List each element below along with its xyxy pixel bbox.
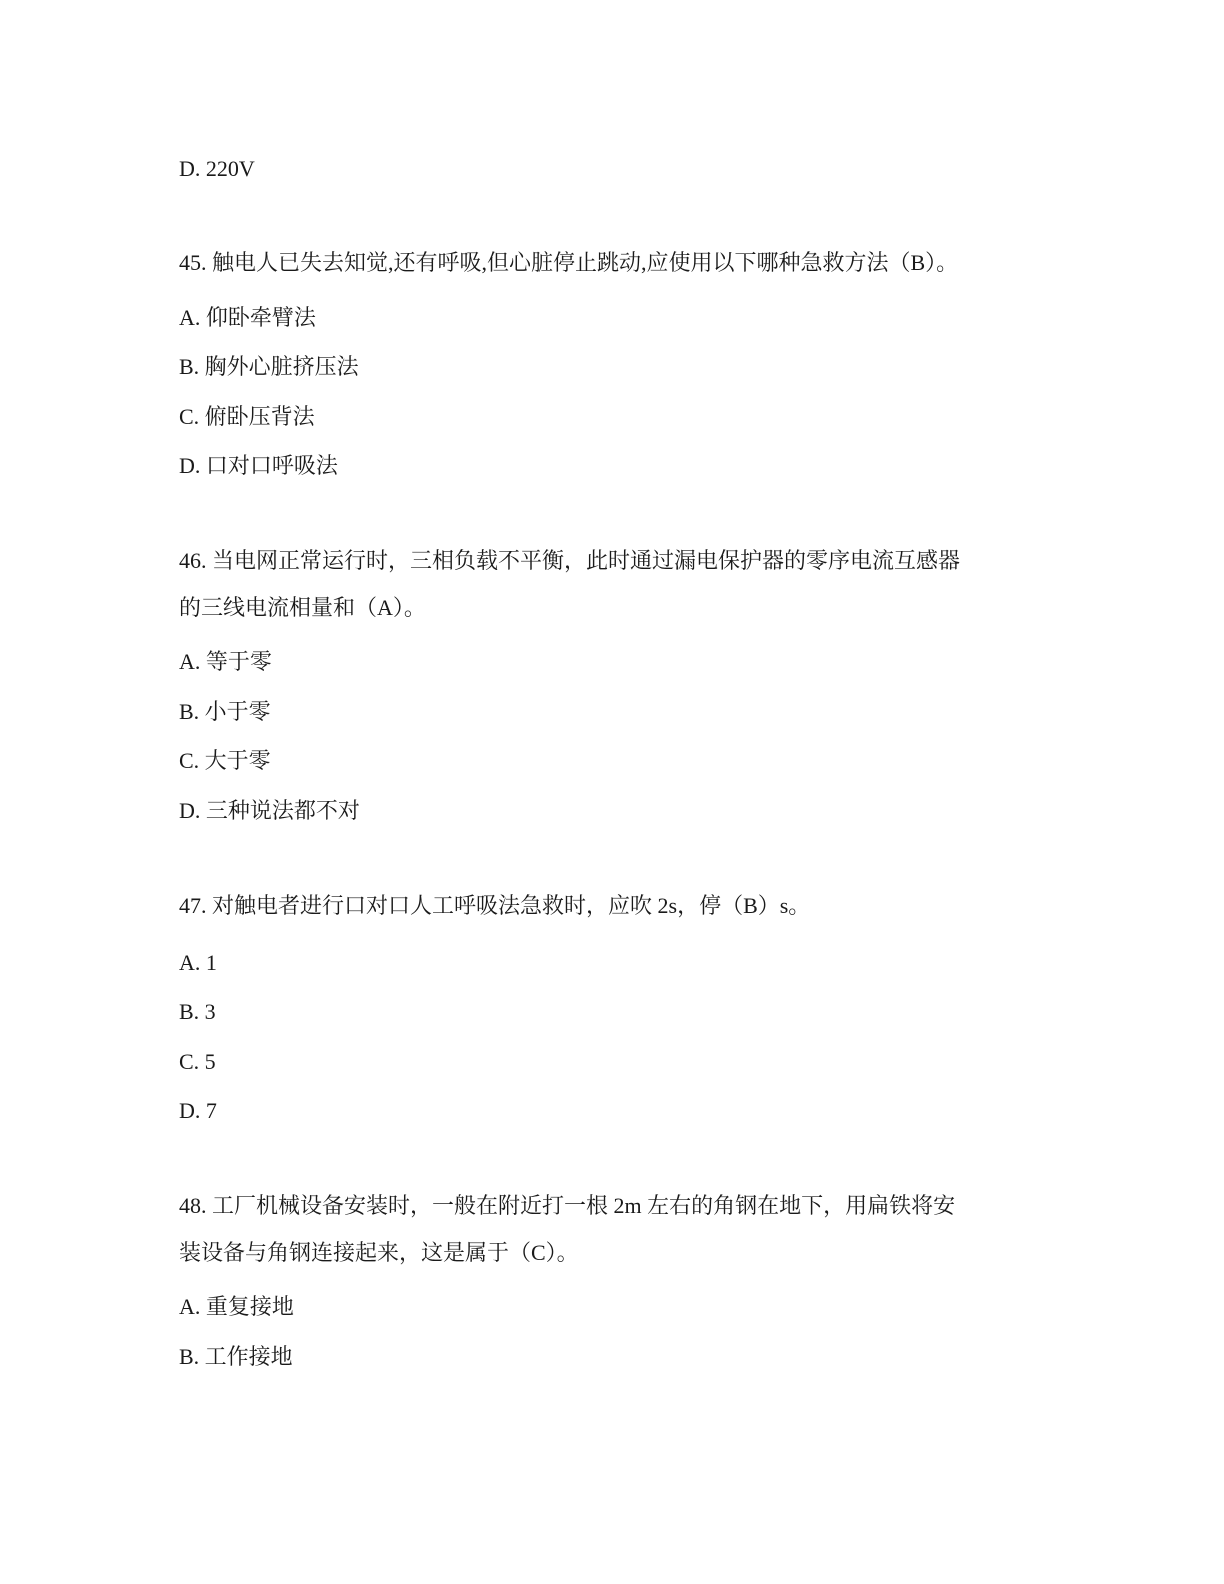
q45-option-b: B. 胸外心脏挤压法 [179,354,359,379]
q48-question-line2: 装设备与角钢连接起来，这是属于（C）。 [179,1240,579,1265]
q47-option-a: A. 1 [179,950,217,975]
q47-option-b: B. 3 [179,999,216,1024]
q45-question: 45. 触电人已失去知觉,还有呼吸,但心脏停止跳动,应使用以下哪种急救方法（B）。 [179,250,959,275]
q45-option-d: D. 口对口呼吸法 [179,453,338,478]
q47-question: 47. 对触电者进行口对口人工呼吸法急救时，应吹 2s，停（B）s。 [179,893,811,918]
q46-question-line1: 46. 当电网正常运行时，三相负载不平衡，此时通过漏电保护器的零序电流互感器 [179,548,961,573]
q46-option-d: D. 三种说法都不对 [179,798,360,823]
q46-question-line2: 的三线电流相量和（A）。 [179,595,426,620]
q46-option-c: C. 大于零 [179,748,271,773]
q45-option-c: C. 俯卧压背法 [179,404,315,429]
q48-option-b: B. 工作接地 [179,1344,293,1369]
q46-option-a: A. 等于零 [179,649,272,674]
q47-option-c: C. 5 [179,1049,216,1074]
q48-option-a: A. 重复接地 [179,1294,294,1319]
q47-option-d: D. 7 [179,1098,217,1123]
q45-option-a: A. 仰卧牵臂法 [179,305,316,330]
q44-option-d: D. 220V [179,156,255,181]
q46-option-b: B. 小于零 [179,699,271,724]
q48-question-line1: 48. 工厂机械设备安装时，一般在附近打一根 2m 左右的角钢在地下，用扁铁将安 [179,1193,956,1218]
